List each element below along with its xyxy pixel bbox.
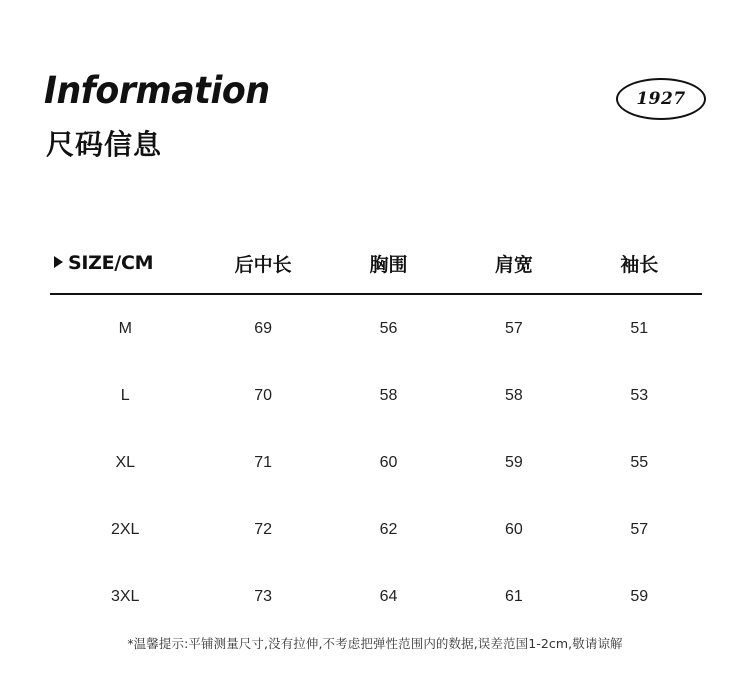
column-header-sleeve: 袖长 bbox=[577, 238, 702, 294]
cell-sleeve: 51 bbox=[630, 319, 649, 337]
table-header-row bbox=[50, 238, 702, 294]
column-header-size-label: SIZE/CM bbox=[68, 252, 154, 274]
cell-bust: 60 bbox=[379, 453, 398, 471]
cell-shoulder: 57 bbox=[504, 319, 523, 337]
page-title-chinese: 尺码信息 bbox=[46, 128, 163, 161]
table-row bbox=[50, 294, 702, 362]
cell-shoulder: 61 bbox=[504, 587, 523, 605]
cell-shoulder: 60 bbox=[504, 520, 523, 538]
table-row bbox=[50, 563, 702, 630]
column-header-back-length: 后中长 bbox=[200, 238, 325, 294]
column-header-size bbox=[50, 238, 200, 294]
cell-size: 3XL bbox=[110, 587, 140, 605]
table-row bbox=[50, 362, 702, 429]
size-chart-table bbox=[50, 238, 702, 630]
brand-badge bbox=[616, 78, 706, 120]
cell-bust: 58 bbox=[379, 386, 398, 404]
measurement-note: *温馨提示:平铺测量尺寸,没有拉伸,不考虑把弹性范围内的数据,误差范国1-2cm,敬请谅解 bbox=[127, 636, 623, 651]
cell-back-length: 72 bbox=[254, 520, 273, 538]
cell-bust: 64 bbox=[379, 587, 398, 605]
cell-back-length: 69 bbox=[254, 319, 273, 337]
cell-size: XL bbox=[115, 453, 136, 471]
cell-sleeve: 55 bbox=[630, 453, 649, 471]
cell-back-length: 71 bbox=[254, 453, 273, 471]
cell-size: M bbox=[118, 319, 132, 337]
cell-back-length: 73 bbox=[254, 587, 273, 605]
column-header-bust: 胸围 bbox=[326, 238, 451, 294]
cell-sleeve: 53 bbox=[630, 386, 649, 404]
page-header bbox=[44, 69, 706, 182]
cell-bust: 56 bbox=[379, 319, 398, 337]
cell-size: 2XL bbox=[110, 520, 140, 538]
cell-size: L bbox=[120, 386, 130, 404]
cell-back-length: 70 bbox=[254, 386, 273, 404]
cell-bust: 62 bbox=[379, 520, 398, 538]
column-header-shoulder: 肩宽 bbox=[451, 238, 576, 294]
page-title-english: Information bbox=[44, 69, 270, 112]
table-row bbox=[50, 496, 702, 563]
cell-sleeve: 59 bbox=[630, 587, 649, 605]
brand-badge-label: 1927 bbox=[636, 89, 686, 109]
cell-sleeve: 57 bbox=[630, 520, 649, 538]
triangle-right-icon bbox=[54, 256, 63, 268]
cell-shoulder: 59 bbox=[504, 453, 523, 471]
table-header bbox=[50, 238, 702, 294]
table-row bbox=[50, 429, 702, 496]
table-body bbox=[50, 294, 702, 630]
cell-shoulder: 58 bbox=[504, 386, 523, 404]
